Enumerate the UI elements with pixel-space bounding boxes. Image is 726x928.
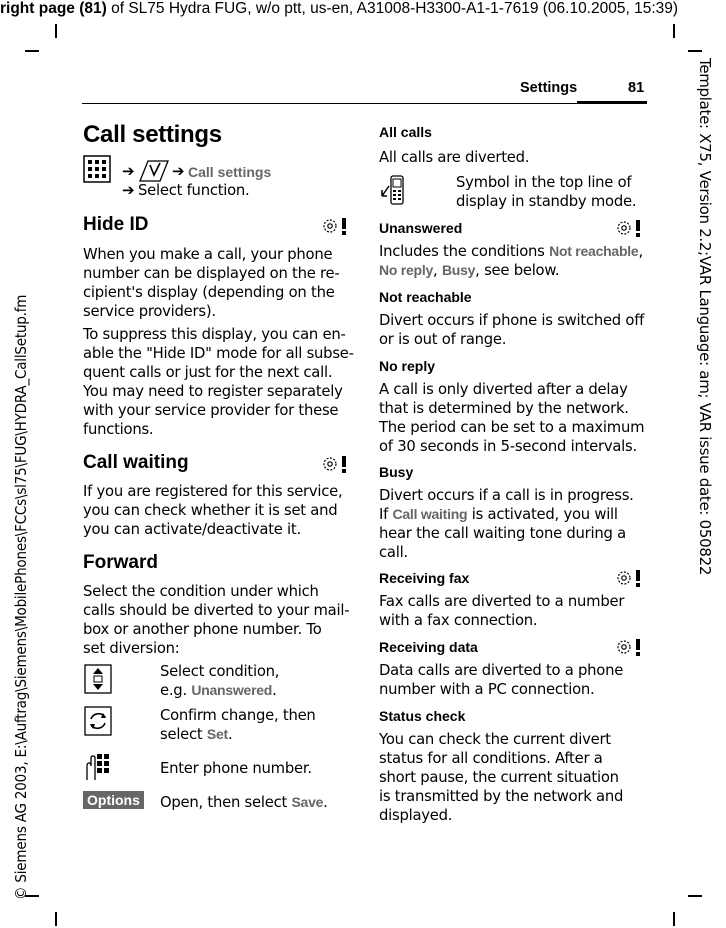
step-confirm (160, 706, 316, 744)
text-run: , (433, 262, 442, 279)
heading-all-calls: All calls (379, 124, 432, 140)
heading-receiving-data: Receiving data (379, 639, 478, 655)
copyright-path: © Siemens AG 2003, E:\Auftrag\Siemens\MobilePhones\FCCs\sl75\FUG\HYDRA_CallSetup.fm (12, 294, 30, 900)
running-head-section: Settings (520, 80, 578, 96)
text-run: e.g. (160, 682, 192, 699)
ui-label-call-waiting: Call waiting (392, 506, 468, 522)
text-line: that is determined by the network. (379, 400, 629, 417)
nav-call-settings: Call settings (188, 164, 272, 180)
keypad-hand-icon (83, 752, 115, 782)
text-line: with your service provider for these (83, 402, 339, 419)
network-service-icon (614, 637, 644, 657)
crop-mark (673, 24, 675, 38)
ui-label-set: Set (206, 726, 228, 742)
heading-no-reply: No reply (379, 358, 436, 374)
navigation-up-down-icon (84, 664, 112, 694)
crop-mark (688, 50, 702, 52)
heading-call-waiting: Call waiting (83, 452, 189, 473)
text-run: , see below. (475, 262, 560, 279)
step-open-save (160, 793, 328, 812)
text-line: is transmitted by the network and (379, 788, 624, 805)
heading-busy: Busy (379, 464, 414, 480)
heading-receiving-fax: Receiving fax (379, 570, 470, 586)
text-line: If you are registered for this service, (83, 483, 343, 500)
step-select-condition (160, 662, 279, 700)
text-line: short pause, the current situation (379, 769, 619, 786)
text-line: or is out of range. (379, 331, 507, 348)
text-run: If (379, 506, 393, 523)
ui-label-busy: Busy (441, 262, 476, 278)
text-line: you can check whether it is set and (83, 502, 338, 519)
heading-status-check: Status check (379, 708, 466, 724)
text-line: display in standby mode. (456, 193, 637, 210)
text-line (160, 725, 316, 744)
text-line: Data calls are diverted to a phone (379, 662, 624, 679)
text-line: Select the condition under which (83, 583, 319, 600)
text-line: Symbol in the top line of (456, 174, 632, 191)
ui-label-not-reachable: Not reachable (549, 243, 639, 259)
ui-label-save: Save (291, 794, 324, 810)
crop-mark (688, 895, 702, 897)
text-line: calls should be diverted to your mail- (83, 602, 350, 619)
text-line: When you make a call, your phone (83, 246, 333, 263)
no-reply-text (379, 380, 644, 456)
nav-select-function: Select function. (138, 182, 250, 199)
text-line: able the "Hide ID" mode for all subse- (83, 345, 354, 362)
header-rule-accent (577, 101, 647, 104)
ui-label-no-reply: No reply (379, 262, 434, 278)
ui-label-unanswered: Unanswered (191, 682, 273, 698)
text-line: The period can be set to a maximum (379, 419, 645, 436)
text-line: Divert occurs if a call is in progress. (379, 487, 634, 504)
all-calls-symbol-text (456, 173, 636, 211)
crop-mark (25, 50, 39, 52)
text-run: , (638, 243, 643, 260)
arrow-icon: ➔ (122, 181, 135, 199)
crop-mark (55, 24, 57, 38)
text-line: Confirm change, then (160, 707, 316, 724)
options-softkey: Options (83, 791, 144, 809)
text-line: Divert occurs if phone is switched off (379, 312, 645, 329)
divert-symbol-icon (380, 174, 406, 206)
heading-unanswered: Unanswered (379, 220, 463, 236)
hide-id-paragraph-2 (83, 325, 355, 439)
text-line (379, 242, 649, 261)
text-line (160, 681, 279, 700)
text-line: displayed. (379, 807, 453, 824)
template-info: Template: X75, Version 2.2;VAR Language: am; VAR issue date: 050822 (696, 58, 714, 576)
network-service-icon (614, 218, 644, 238)
network-service-icon (320, 216, 350, 236)
text-line: You may need to register separately (83, 383, 343, 400)
text-run: select (160, 726, 207, 743)
menu-key-icon (83, 155, 111, 183)
all-calls-text: All calls are diverted. (379, 149, 530, 166)
arrow-icon: ➔ (172, 162, 185, 180)
text-run: . (323, 794, 328, 811)
network-service-icon (614, 568, 644, 588)
text-line (379, 505, 634, 524)
unanswered-text (379, 242, 649, 280)
text-line: cipient's display (depending on the (83, 284, 335, 301)
header-rule (82, 103, 647, 104)
text-line: Fax calls are diverted to a number (379, 593, 625, 610)
text-run: is activated, you will (467, 506, 618, 523)
settings-menu-icon (138, 157, 170, 183)
text-run: Open, then select (160, 794, 292, 811)
page-ref: right page (81) (0, 0, 107, 17)
text-line: you can activate/deactivate it. (83, 521, 301, 538)
page-title: Call settings (83, 121, 222, 148)
text-line: A call is only diverted after a delay (379, 381, 628, 398)
text-line: You can check the current divert (379, 731, 611, 748)
text-line: functions. (83, 421, 154, 438)
forward-paragraph (83, 582, 355, 658)
status-check-text (379, 730, 623, 825)
text-line: with a fax connection. (379, 612, 538, 629)
text-line: number with a PC connection. (379, 681, 595, 698)
document-info-line (0, 0, 726, 18)
text-line: call. (379, 544, 408, 561)
text-line: box or another phone number. To (83, 621, 322, 638)
busy-text (379, 486, 634, 562)
call-waiting-paragraph (83, 482, 355, 539)
text-run: Includes the conditions (379, 243, 550, 260)
hide-id-paragraph-1 (83, 245, 353, 321)
arrow-icon: ➔ (122, 162, 135, 180)
document-info: of SL75 Hydra FUG, w/o ptt, us-en, A31008-H3300-A1-1-7619 (06.10.2005, 15:39) (106, 0, 679, 17)
text-line: status for all conditions. After a (379, 750, 603, 767)
heading-not-reachable: Not reachable (379, 289, 472, 305)
text-line: quent calls or just for the next call. (83, 364, 333, 381)
page-number: 81 (628, 80, 645, 96)
text-run: . (227, 726, 233, 743)
network-service-icon (320, 454, 350, 474)
text-line: number can be displayed on the re- (83, 265, 340, 282)
confirm-icon (84, 706, 112, 736)
text-line: set diversion: (83, 640, 180, 657)
crop-mark (55, 912, 57, 926)
text-line: service providers). (83, 303, 216, 320)
text-line (379, 261, 649, 280)
text-line: hear the call waiting tone during a (379, 525, 626, 542)
heading-forward: Forward (83, 552, 158, 573)
text-line: of 30 seconds in 5-second intervals. (379, 438, 637, 455)
heading-hide-id: Hide ID (83, 214, 149, 235)
receiving-fax-text (379, 592, 624, 630)
crop-mark (673, 912, 675, 926)
receiving-data-text (379, 661, 623, 699)
text-run: . (272, 682, 277, 699)
not-reachable-text (379, 311, 644, 349)
text-line: Select condition, (160, 663, 280, 680)
step-enter-number: Enter phone number. (160, 760, 312, 777)
text-line: To suppress this display, you can en- (83, 326, 346, 343)
